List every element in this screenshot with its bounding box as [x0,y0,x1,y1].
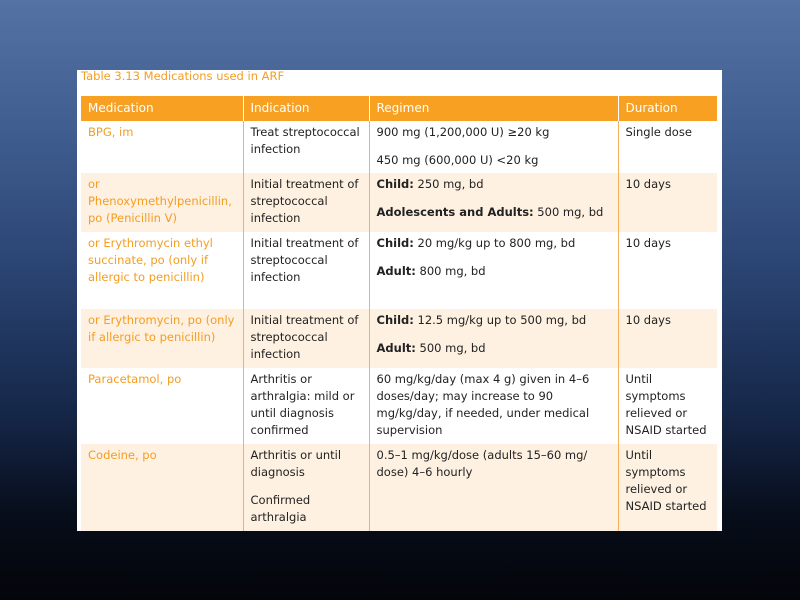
header-regimen: Regimen [369,96,618,121]
regimen-cell [369,121,618,173]
regimen-line: 450 mg (600,000 U) <20 kg [376,153,539,167]
regimen-text: 500 mg, bd [533,205,604,219]
duration-cell: Single dose [618,121,717,173]
medications-table [81,96,717,531]
regimen-label: Adult: [376,264,416,278]
header-duration: Duration [618,96,717,121]
regimen-line [377,235,611,252]
slide-card [77,70,722,531]
regimen-text: 800 mg, bd [415,264,486,278]
duration-cell: Until symptoms relieved or NSAID started [618,368,717,444]
table-row [81,121,717,173]
header-indication: Indication [243,96,369,121]
regimen-text: 20 mg/kg up to 800 mg, bd [413,236,576,250]
indication-cell: Arthritis or arthralgia: mild or until diagnosis confirmed [243,368,369,444]
regimen-cell: 0.5–1 mg/kg/dose (adults 15–60 mg/ dose) 4–6 hourly [369,444,618,531]
medication-cell: or Erythromycin ethyl succinate, po (only if allergic to penicillin) [88,236,213,284]
duration-cell: 10 days [618,309,717,368]
header-medication: Medication [81,96,243,121]
table-row [81,173,717,232]
duration-cell: 10 days [618,173,717,232]
regimen-line [377,263,611,280]
table-row [81,309,717,368]
medication-cell: BPG, im [88,125,134,139]
regimen-cell: 60 mg/kg/day (max 4 g) given in 4–6 doses/day; may increase to 90 mg/kg/day, if needed, under medical supervision [369,368,618,444]
regimen-line [377,312,611,329]
regimen-label: Child: [376,177,414,191]
regimen-label: Adolescents and Adults: [376,205,534,219]
table-row [81,368,717,444]
regimen-label: Child: [376,313,414,327]
regimen-text: 500 mg, bd [415,341,486,355]
duration-cell: 10 days [618,232,717,309]
regimen-cell [369,173,618,232]
indication-cell: Treat streptococcal infection [243,121,369,173]
indication-line: Arthritis or until diagnosis [250,448,342,479]
regimen-line: 900 mg (1,200,000 U) ≥20 kg [376,125,550,139]
duration-cell: Until symptoms relieved or NSAID started [618,444,717,531]
indication-cell [243,444,369,531]
regimen-label: Adult: [376,341,416,355]
medication-cell: Paracetamol, po [88,372,182,386]
regimen-line [377,204,611,221]
regimen-line [377,176,611,193]
indication-cell: Initial treatment of streptococcal infection [243,309,369,368]
regimen-text: 250 mg, bd [413,177,484,191]
indication-line: Confirmed arthralgia [250,493,311,524]
medication-cell: or Erythromycin, po (only if allergic to penicillin) [81,309,243,368]
table-header-row [81,96,717,121]
regimen-label: Child: [376,236,414,250]
regimen-line [377,340,611,357]
table-row [81,232,717,309]
regimen-cell [369,232,618,309]
medication-cell: or Phenoxymethylpenicillin, po (Penicillin V) [81,173,243,232]
regimen-text: 12.5 mg/kg up to 500 mg, bd [413,313,587,327]
regimen-cell [369,309,618,368]
table-row [81,444,717,531]
table-caption: Table 3.13 Medications used in ARF [81,70,285,83]
indication-cell: Initial treatment of streptococcal infection [243,232,369,309]
medication-cell: Codeine, po [81,444,243,531]
indication-cell: Initial treatment of streptococcal infection [243,173,369,232]
